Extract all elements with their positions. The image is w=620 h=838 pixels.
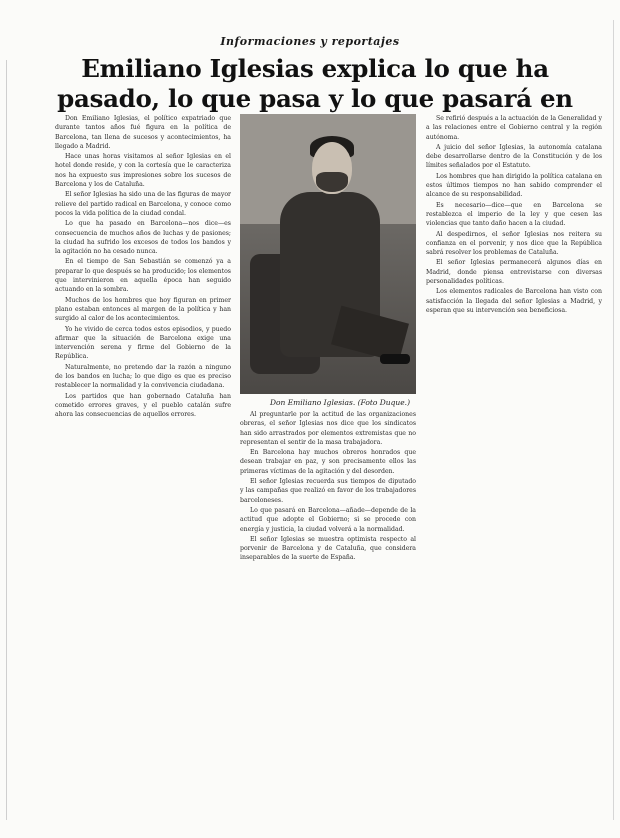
paragraph: Se refirió después a la actuación de la Generalidad y a las relaciones entre el Gobierno central y la región autónoma. (426, 115, 602, 141)
paragraph: Al despedirnos, el señor Iglesias nos reitera su confianza en el porvenir, y nos dice que la República sabrá resolver los problemas de Cataluña. (426, 230, 602, 257)
paragraph: Yo he vivido de cerca todos estos episodios, y puedo afirmar que la situación de Barcelona exige una intervención serena y firme del Gobierno de la República. (55, 325, 231, 361)
paragraph: Muchos de los hombres que hoy figuran en primer plano estaban entonces al margen de la política y han surgido al calor de los acontecimientos. (55, 296, 231, 323)
paragraph: En Barcelona hay muchos obreros honrados que desean trabajar en paz, y son precisamente ellos las primeras víctimas de la agitación y del desorden. (240, 449, 416, 475)
paragraph: El señor Iglesias ha sido una de las figuras de mayor relieve del partido radical en Barcelona, y conoce como pocos la vida política de la ciudad condal. (55, 191, 231, 217)
paragraph: El señor Iglesias se muestra optimista respecto al porvenir de Barcelona y de Cataluña, que considera inseparables de la suerte de España. (240, 535, 416, 562)
portrait-photo (240, 114, 416, 394)
paragraph: Don Emiliano Iglesias, el político expatriado que durante tantos años fué figura en la política de Barcelona, tan llena de sucesos y acontecimientos, ha llegado a Madrid. (55, 115, 231, 150)
paragraph: Los partidos que han gobernado Cataluña han cometido errores graves, y el pueblo catalán sufre ahora las consecuencias de aquellos errores. (55, 392, 231, 419)
section-label: Informaciones y reportajes (220, 35, 400, 48)
right-margin-rule (613, 20, 614, 820)
paragraph: El señor Iglesias recuerda sus tiempos de diputado y las campañas que realizó en favor de los trabajadores barceloneses. (240, 478, 416, 504)
paragraph: Al preguntarle por la actitud de las organizaciones obreras, el señor Iglesias nos dice que los sindicatos han sido arrastrados por elementos extremistas que no representan el sentir de la masa trabajadora. (240, 411, 416, 446)
paragraph: Los hombres que han dirigido la política catalana en estos últimos tiempos no han sabido comprender el alcance de su responsabilidad. (426, 172, 602, 199)
paragraph: Es necesario—dice—que en Barcelona se restablezca el imperio de la ley y que cesen las violencias que tanto daño hacen a la ciudad. (426, 201, 602, 228)
article-title: Emiliano Iglesias explica lo que ha pasado, lo que pasa y lo que pasará en (57, 54, 573, 113)
paragraph: Los elementos radicales de Barcelona han visto con satisfacción la llegada del señor Iglesias a Madrid, y esperan que su intervención sea beneficiosa. (426, 288, 602, 314)
photo-figure-beard (316, 172, 348, 192)
paragraph: A juicio del señor Iglesias, la autonomía catalana debe desarrollarse dentro de la Constitución y de los límites señalados por el Estatuto. (426, 143, 602, 170)
paragraph: Naturalmente, no pretendo dar la razón a ninguno de los bandos en lucha; lo que digo es que es preciso restablecer la normalidad y la convivencia ciudadana. (55, 363, 231, 390)
article-column-1 (55, 114, 231, 820)
paragraph: Lo que ha pasado en Barcelona—nos dice—es consecuencia de muchos años de luchas y de pasiones; la ciudad ha sufrido los excesos de todos los bandos y la agitación no ha cesado nunca. (55, 220, 231, 256)
photo-figure-shoe (380, 354, 410, 364)
paragraph: En el tiempo de San Sebastián se comenzó ya a preparar lo que después se ha producido; los elementos que intervinieron en aquella época han seguido actuando en la sombra. (55, 258, 231, 294)
paragraph: Hace unas horas visitamos al señor Iglesias en el hotel donde reside, y con la cortesía que le caracteriza nos ha expuesto sus impresiones sobre los sucesos de Barcelona y los de Cataluña. (55, 153, 231, 189)
photo-caption: Don Emiliano Iglesias. (Foto Duque.) (269, 398, 410, 407)
article-column-2 (240, 410, 416, 820)
paragraph: Lo que pasará en Barcelona—añade—depende de la actitud que adopte el Gobierno; si se procede con energía y justicia, la ciudad volverá a la normalidad. (240, 506, 416, 533)
paragraph: El señor Iglesias permanecerá algunos días en Madrid, donde piensa entrevistarse con diversas personalidades políticas. (426, 259, 602, 286)
left-margin-rule (6, 60, 7, 820)
article-column-3 (426, 114, 602, 820)
